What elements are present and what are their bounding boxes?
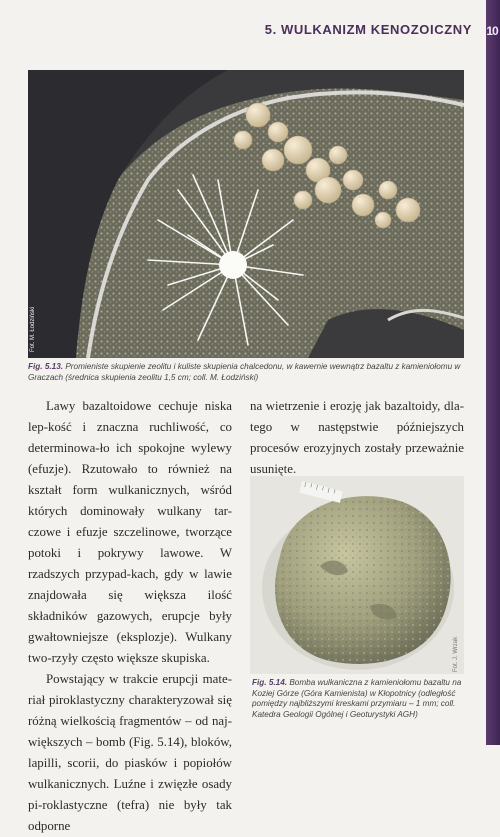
page-edge-strip xyxy=(486,0,500,745)
figure-5-13-photo xyxy=(28,70,464,358)
figure-5-14-photo xyxy=(250,476,464,674)
chapter-title: 5. WULKANIZM KENOZOICZNY xyxy=(264,22,472,37)
body-paragraph-3: na wietrzenie i erozję jak bazaltoidy, dla-tego w następstwie późniejszych procesów erozyjnych zostały przeważnie usunięte. xyxy=(250,399,464,476)
body-paragraph-1: Lawy bazaltoidowe cechuje niska lep-kość i znaczna ruchliwość, co determinowa-ło ich spokojne wylewy (efuzje). Rzutowało to również na kształt form wulkanicznych, wśród których dominowały wulkany tar-czowe i efuzje szczelinowe, tworzące potoki i pokrywy lawowe. W rzadszych przypad-kach, gdy w lawie znajdowała się większa ilość składników gazowych, erupcje były gwałtowniejsze (eksplozje). Wulkany two-rzyły często większe skupiska. xyxy=(28,399,232,665)
page-number: 10 xyxy=(486,24,498,38)
zeolite-photo-graphic xyxy=(28,70,464,358)
figure-5-14-number: Fig. 5.14. xyxy=(252,678,288,687)
body-paragraph-2: Powstający w trakcie erupcji mate-riał piroklastyczny charakteryzował się różną wielkością fragmentów – od naj-większych – bomb (Fig. 5.14), bloków, lapilli, scorii, do piasków i popiołów wulkanicznych. Luźne i zwięzłe osady pi-roklastyczne (tefra) nie były tak odporne xyxy=(28,672,232,833)
figure-5-14-caption-text: Bomba wulkaniczna z kamieniołomu bazaltu na Koziej Górze (Góra Kamienista) w Kłopotnicy (odległość pomiędzy najbliższymi kreskami przymiaru – 1 mm; coll. Katedra Geologii Ogólnej i Geoturystyki AGH) xyxy=(252,678,462,719)
body-left-column xyxy=(28,396,232,837)
figure-5-14-caption xyxy=(252,678,467,720)
figure-5-13-caption xyxy=(28,362,468,383)
figure-5-13-number: Fig. 5.13. xyxy=(28,362,64,371)
volcanic-bomb-graphic xyxy=(250,476,464,674)
body-right-column xyxy=(250,396,464,480)
figure-5-13-caption-text: Promieniste skupienie zeolitu i kuliste skupienia chalcedonu, w kawernie wewnątrz bazaltu z kamieniołomu w Graczach (średnica skupienia zeolitu 1,5 cm; coll. M. Łodziński) xyxy=(28,362,461,382)
figure-5-14-credit: Fot. J. Wrzak xyxy=(453,636,459,672)
figure-5-13-credit: Fot. M. Łodziński xyxy=(30,306,36,352)
